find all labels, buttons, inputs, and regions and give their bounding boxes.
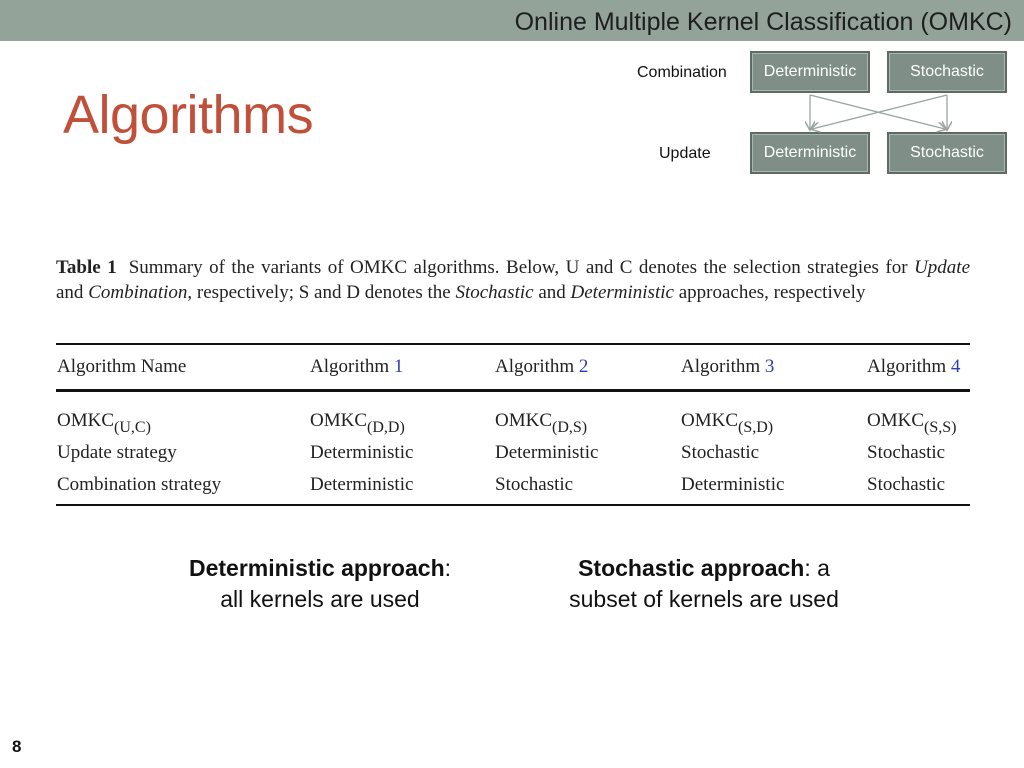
- combination-stochastic-box: Stochastic: [887, 51, 1007, 93]
- combination-row-cell: Stochastic: [495, 474, 574, 495]
- omkc-cell-uc: $OMKC_{(U,C)}$: [57, 410, 151, 436]
- table-header-algorithm-1: Algorithm 1: [310, 356, 404, 377]
- omkc-cell-ss: $OMKC_{(S,S)}$: [867, 410, 957, 436]
- stochastic-approach-term: Stochastic approach: [578, 555, 805, 581]
- page-number: 8: [12, 737, 22, 756]
- caption-part: and: [56, 281, 89, 303]
- table-caption-block: [56, 256, 970, 305]
- update-row-label-cell: Update strategy: [57, 442, 177, 463]
- combination-row-label: Combination: [637, 64, 727, 81]
- table-caption: [56, 256, 970, 305]
- caption-stochastic-term: Stochastic: [455, 281, 534, 303]
- table-bottom-rule: [56, 504, 970, 506]
- update-deterministic-box: Deterministic: [750, 132, 870, 174]
- caption-combination-term: Combination: [88, 281, 188, 303]
- diagram-arrows: [0, 0, 1024, 200]
- update-row-cell: Stochastic: [681, 442, 760, 463]
- table-header-name: Algorithm Name: [57, 356, 187, 377]
- omkc-cell-sd: $OMKC_{(S,D)}$: [681, 410, 774, 436]
- caption-part: and: [533, 281, 571, 303]
- combination-row-cell: Deterministic: [681, 474, 785, 495]
- table-header-algorithm-3: Algorithm 3: [681, 356, 775, 377]
- table-header-rule: [56, 389, 970, 392]
- update-row-cell: Deterministic: [310, 442, 414, 463]
- table-header-algorithm-4: Algorithm 4: [867, 356, 961, 377]
- caption-part: approaches, respectively: [673, 281, 866, 303]
- combination-deterministic-box: Deterministic: [750, 51, 870, 93]
- caption-update-term: Update: [914, 257, 970, 278]
- table-caption-label: Table 1: [56, 257, 117, 278]
- update-row-label: Update: [659, 145, 711, 162]
- table-header-algorithm-2: Algorithm 2: [495, 356, 589, 377]
- omkc-cell-ds: $OMKC_{(D,S)}$: [495, 410, 588, 436]
- update-row-cell: Deterministic: [495, 442, 599, 463]
- combination-row-label-cell: Combination strategy: [57, 474, 222, 495]
- combination-row-cell: Deterministic: [310, 474, 414, 495]
- slide-title: Algorithms: [63, 85, 314, 145]
- caption-part: , respectively; S and D denotes the: [187, 281, 456, 303]
- table-top-rule: [56, 343, 970, 345]
- header-title: Online Multiple Kernel Classification (OMKC): [514, 8, 1012, 36]
- caption-deterministic-term: Deterministic: [570, 281, 674, 303]
- deterministic-approach-note: Deterministic approach: all kernels are used: [188, 555, 452, 612]
- deterministic-approach-term: Deterministic approach: [188, 555, 445, 581]
- update-stochastic-box: Stochastic: [887, 132, 1007, 174]
- stochastic-approach-note: Stochastic approach: a subset of kernels are used: [569, 555, 839, 612]
- combination-row-cell: Stochastic: [867, 474, 946, 495]
- caption-part: Summary of the variants of OMKC algorithms. Below, U and C denotes the selection strategies for: [128, 257, 915, 278]
- update-row-cell: Stochastic: [867, 442, 946, 463]
- omkc-cell-dd: $OMKC_{(D,D)}$: [310, 410, 405, 436]
